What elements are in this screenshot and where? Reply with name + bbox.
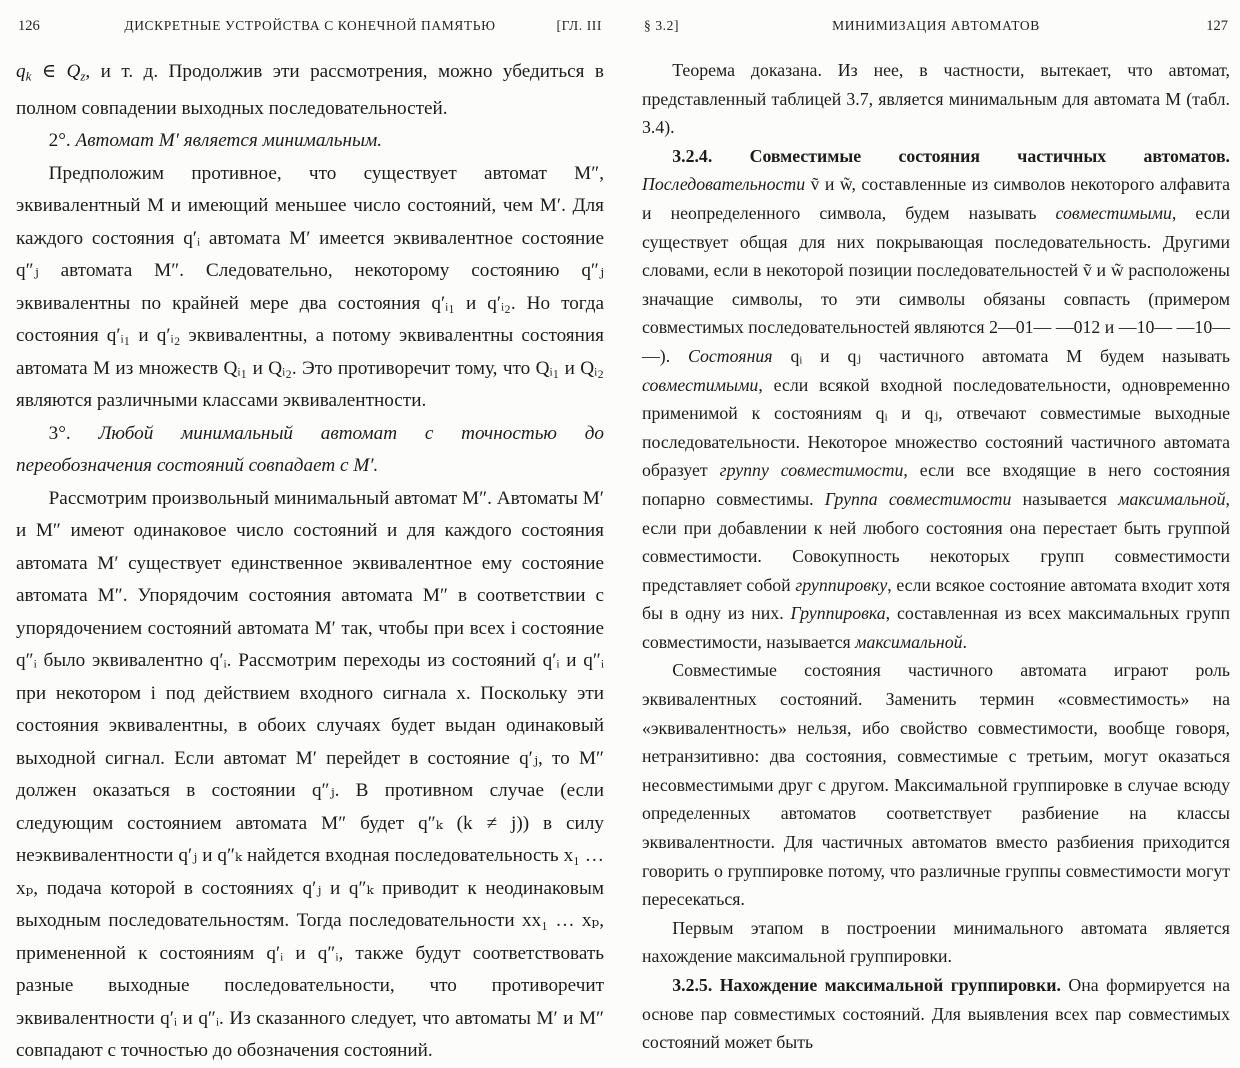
chapter-marker: [ГЛ. III bbox=[556, 18, 602, 33]
text-segment: qᵢ и qⱼ частичного автомата M будем называть bbox=[772, 345, 1231, 366]
text-segment: , если все входящие в него состояния попарно совместимы. bbox=[642, 460, 1231, 509]
left-page-header bbox=[16, 0, 604, 34]
left-page-body bbox=[16, 56, 604, 1068]
text-segment: 2°. bbox=[48, 130, 76, 152]
left-running-title: ДИСКРЕТНЫЕ УСТРОЙСТВА С КОНЕЧНОЙ ПАМЯТЬЮ bbox=[124, 18, 496, 33]
text-segment: . bbox=[962, 631, 967, 652]
text-segment: 3.2.4. Совместимые состояния частичных автоматов. bbox=[672, 145, 1230, 166]
text-segment: , если при добавлении к ней любого состояния она перестает быть группой совместимости. Совокупность некоторых групп совместимости представляет собой bbox=[642, 488, 1230, 595]
text-segment: Q bbox=[66, 61, 81, 82]
text-segment: максимальной bbox=[1118, 488, 1226, 509]
text-segment: Группировка bbox=[790, 603, 886, 624]
paragraph bbox=[16, 125, 604, 158]
text-segment: , если существует общая для них покрывающая последовательность. Другими словами, если в некоторой позиции последовательностей ṽ и w̃ расположены значащие символы, то эти символы обязаны совпасть (примером совместимых последовательностей являются 2—01— —012 и —10— —10— —). bbox=[642, 202, 1230, 366]
text-segment: , если всякой входной последовательности, одновременно применимой к состояниям qᵢ и qⱼ, отвечают совместимые выходные последовательности. Некоторое множество состояний частичного автомата образует bbox=[642, 374, 1230, 481]
text-segment: Любой минимальный автомат с точностью до переобозначения состояний совпадает с M′. bbox=[16, 422, 604, 477]
left-page bbox=[16, 0, 604, 1062]
paragraph bbox=[642, 142, 1230, 657]
text-segment: Автомат M′ является минимальным. bbox=[75, 130, 383, 152]
right-page-number: 127 bbox=[1206, 18, 1228, 34]
text-segment: Группа совместимости bbox=[824, 488, 1012, 509]
text-segment: Первым этапом в построении минимального автомата является нахождение максимальной группировки. bbox=[642, 917, 1230, 967]
text-segment: Теорема доказана. Из нее, в частности, вытекает, что автомат, представленный таблицей 3.7, является минимальным для автомата M (табл. 3.4). bbox=[642, 60, 1230, 138]
right-page bbox=[642, 0, 1231, 1053]
right-page-header bbox=[642, 0, 1230, 34]
text-segment: , и т. д. Продолжив эти рассмотрения, можно убедиться в полном совпадении выходных последовательностей. bbox=[16, 61, 604, 119]
paragraph bbox=[642, 56, 1230, 142]
text-segment: Состояния bbox=[688, 345, 773, 366]
text-segment: q bbox=[16, 61, 26, 82]
right-page-body bbox=[642, 56, 1230, 1057]
paragraph bbox=[16, 56, 604, 125]
text-segment: ṽ и w̃, составленные из символов некоторого алфавита и неопределенного символа, будем называть bbox=[642, 174, 1230, 223]
text-segment: Она формируется на основе пар совместимых состояний. Для выявления всех пар совместимых состояний может быть bbox=[642, 975, 1230, 1053]
section-marker: § 3.2] bbox=[644, 18, 680, 33]
text-segment: группу совместимости bbox=[719, 460, 904, 481]
text-segment: ∈ bbox=[31, 61, 67, 82]
left-page-number: 126 bbox=[18, 18, 40, 34]
paragraph bbox=[16, 418, 604, 483]
text-segment: совместимыми bbox=[1055, 202, 1172, 223]
right-running-title: МИНИМИЗАЦИЯ АВТОМАТОВ bbox=[832, 18, 1040, 33]
text-segment: называется bbox=[1011, 488, 1119, 509]
paragraph bbox=[642, 656, 1230, 913]
paragraph bbox=[642, 971, 1230, 1057]
text-segment: 3.2.5. Нахождение максимальной группировки. bbox=[672, 975, 1069, 995]
paragraph bbox=[16, 483, 604, 1068]
text-segment: , если всякое состояние автомата входит хотя бы в одну из них. bbox=[642, 574, 1230, 624]
paragraph bbox=[16, 158, 604, 418]
text-segment: Предположим противное, что существует автомат M″, эквивалентный M и имеющий меньшее число состояний, чем M′. Для каждого состояния q′ᵢ автомата M′ имеется эквивалентное состояние q″ⱼ автомата M″. Следовательно, некоторому состоянию q″ⱼ эквивалентны по крайней мере два состояния q′ᵢ₁ и q′ᵢ₂. Но тогда состояния q′ᵢ₁ и q′ᵢ₂ эквивалентны, а потому эквивалентны состояния автомата M из множеств Qᵢ₁ и Qᵢ₂. Это противоречит тому, что Qᵢ₁ и Qᵢ₂ являются различными классами эквивалентности. bbox=[16, 162, 604, 412]
text-segment: Рассмотрим произвольный минимальный автомат M″. Автоматы M′ и M″ имеют одинаковое число состояний и для каждого состояния автомата M′ существует единственное эквивалентное ему состояние автомата M″. Упорядочим состояния автомата M″ в соответствии с упорядочением состояний автомата M′ так, чтобы при всех i состояние q″ᵢ было эквивалентно q′ᵢ. Рассмотрим переходы из состояний q′ᵢ и q″ᵢ при некотором i под действием входного сигнала x. Поскольку эти состояния эквивалентны, в обоих случаях будет выдан одинаковый выходной сигнал. Если автомат M′ перейдет в состояние q′ⱼ, то M″ должен оказаться в состоянии q″ⱼ. В противном случае (если следующим состоянием автомата M″ будет q″ₖ (k ≠ j)) в силу неэквивалентности q′ⱼ и q″ₖ найдется входная последовательность x₁ … xₚ, подача которой в состояниях q′ⱼ и q″ₖ приводит к неодинаковым выходным последовательностям. Тогда последовательности xx₁ … xₚ, примененной к состояниям q′ᵢ и q″ᵢ, также будут соответствовать разные выходные последовательности, что противоречит эквивалентности q′ᵢ и q″ᵢ. Из сказанного следует, что автоматы M′ и M″ совпадают с точностью до обозначения состояний. bbox=[16, 487, 604, 1062]
text-segment: максимальной bbox=[855, 631, 963, 652]
text-segment: , составленная из всех максимальных групп совместимости, называется bbox=[642, 603, 1231, 652]
text-segment: совместимыми bbox=[642, 374, 759, 395]
text-segment: k bbox=[25, 68, 32, 84]
text-segment: 3°. bbox=[48, 422, 99, 444]
text-segment: группировку bbox=[795, 574, 888, 595]
text-segment: Совместимые состояния частичного автомата играют роль эквивалентных состояний. Заменить термин «совместимость» на «эквивалентность» нельзя, ибо свойство совместимости, вообще говоря, нетранзитивно: два состояния, совместимые с третьим, могут оказаться несовместимыми друг с другом. Максимальной группировке в случае всюду определенных автоматов соответствует разбиение на классы эквивалентности. Для частичных автоматов вместо разбиения приходится говорить о группировке потому, что различные группы совместимости могут пересекаться. bbox=[642, 660, 1230, 910]
text-segment: z bbox=[80, 68, 86, 84]
paragraph bbox=[642, 914, 1230, 971]
text-segment: Последовательности bbox=[642, 174, 806, 195]
